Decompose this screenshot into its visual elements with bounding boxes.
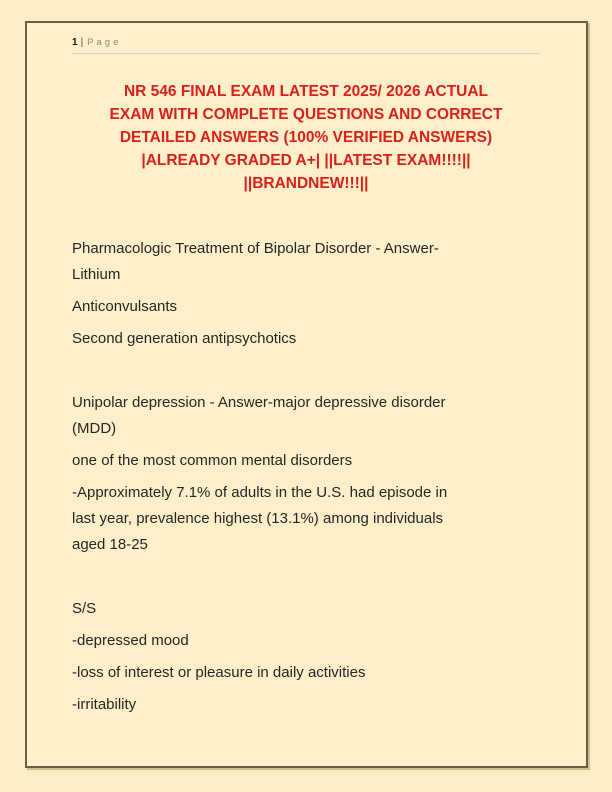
page-frame bbox=[25, 21, 588, 768]
paragraph bbox=[72, 480, 540, 558]
document-body bbox=[72, 236, 540, 718]
title-line: EXAM WITH COMPLETE QUESTIONS AND CORRECT bbox=[109, 106, 503, 123]
paragraph-line: one of the most common mental disorders bbox=[72, 452, 353, 469]
paragraph bbox=[72, 390, 540, 442]
title-line: ||BRANDNEW!!!|| bbox=[243, 175, 369, 192]
paragraph-line: (MDD) bbox=[72, 420, 117, 437]
paragraph bbox=[72, 660, 540, 686]
paragraph bbox=[72, 596, 540, 622]
paragraph-line: S/S bbox=[72, 600, 97, 617]
paragraph-line: Anticonvulsants bbox=[72, 298, 178, 315]
paragraph-line: -irritability bbox=[72, 696, 137, 713]
paragraph-spacer bbox=[72, 358, 540, 384]
paragraph-line: Pharmacologic Treatment of Bipolar Disorder - Answer- bbox=[72, 240, 439, 257]
page-header-label: Page bbox=[87, 37, 122, 48]
title-line: |ALREADY GRADED A+| ||LATEST EXAM!!!!|| bbox=[141, 152, 471, 169]
paragraph bbox=[72, 448, 540, 474]
page-header bbox=[72, 37, 540, 54]
paragraph-line: aged 18-25 bbox=[72, 536, 148, 553]
paragraph-spacer bbox=[72, 564, 540, 590]
paragraph bbox=[72, 236, 540, 288]
header-separator: | bbox=[80, 37, 84, 48]
paragraph bbox=[72, 326, 540, 352]
paragraph-line: Second generation antipsychotics bbox=[72, 330, 297, 347]
paragraph bbox=[72, 628, 540, 654]
paragraph-line: Lithium bbox=[72, 266, 121, 283]
paragraph bbox=[72, 692, 540, 718]
page-number: 1 bbox=[72, 37, 78, 48]
paragraph-line: -loss of interest or pleasure in daily activities bbox=[72, 664, 366, 681]
paragraph bbox=[72, 294, 540, 320]
paragraph-line: last year, prevalence highest (13.1%) among individuals bbox=[72, 510, 444, 527]
title-line: NR 546 FINAL EXAM LATEST 2025/ 2026 ACTUAL bbox=[123, 83, 489, 100]
paragraph-line: -Approximately 7.1% of adults in the U.S. had episode in bbox=[72, 484, 448, 501]
title-line: DETAILED ANSWERS (100% VERIFIED ANSWERS) bbox=[119, 129, 493, 146]
paragraph-line: -depressed mood bbox=[72, 632, 189, 649]
paragraph-line: Unipolar depression - Answer-major depressive disorder bbox=[72, 394, 446, 411]
document-title bbox=[72, 80, 540, 195]
